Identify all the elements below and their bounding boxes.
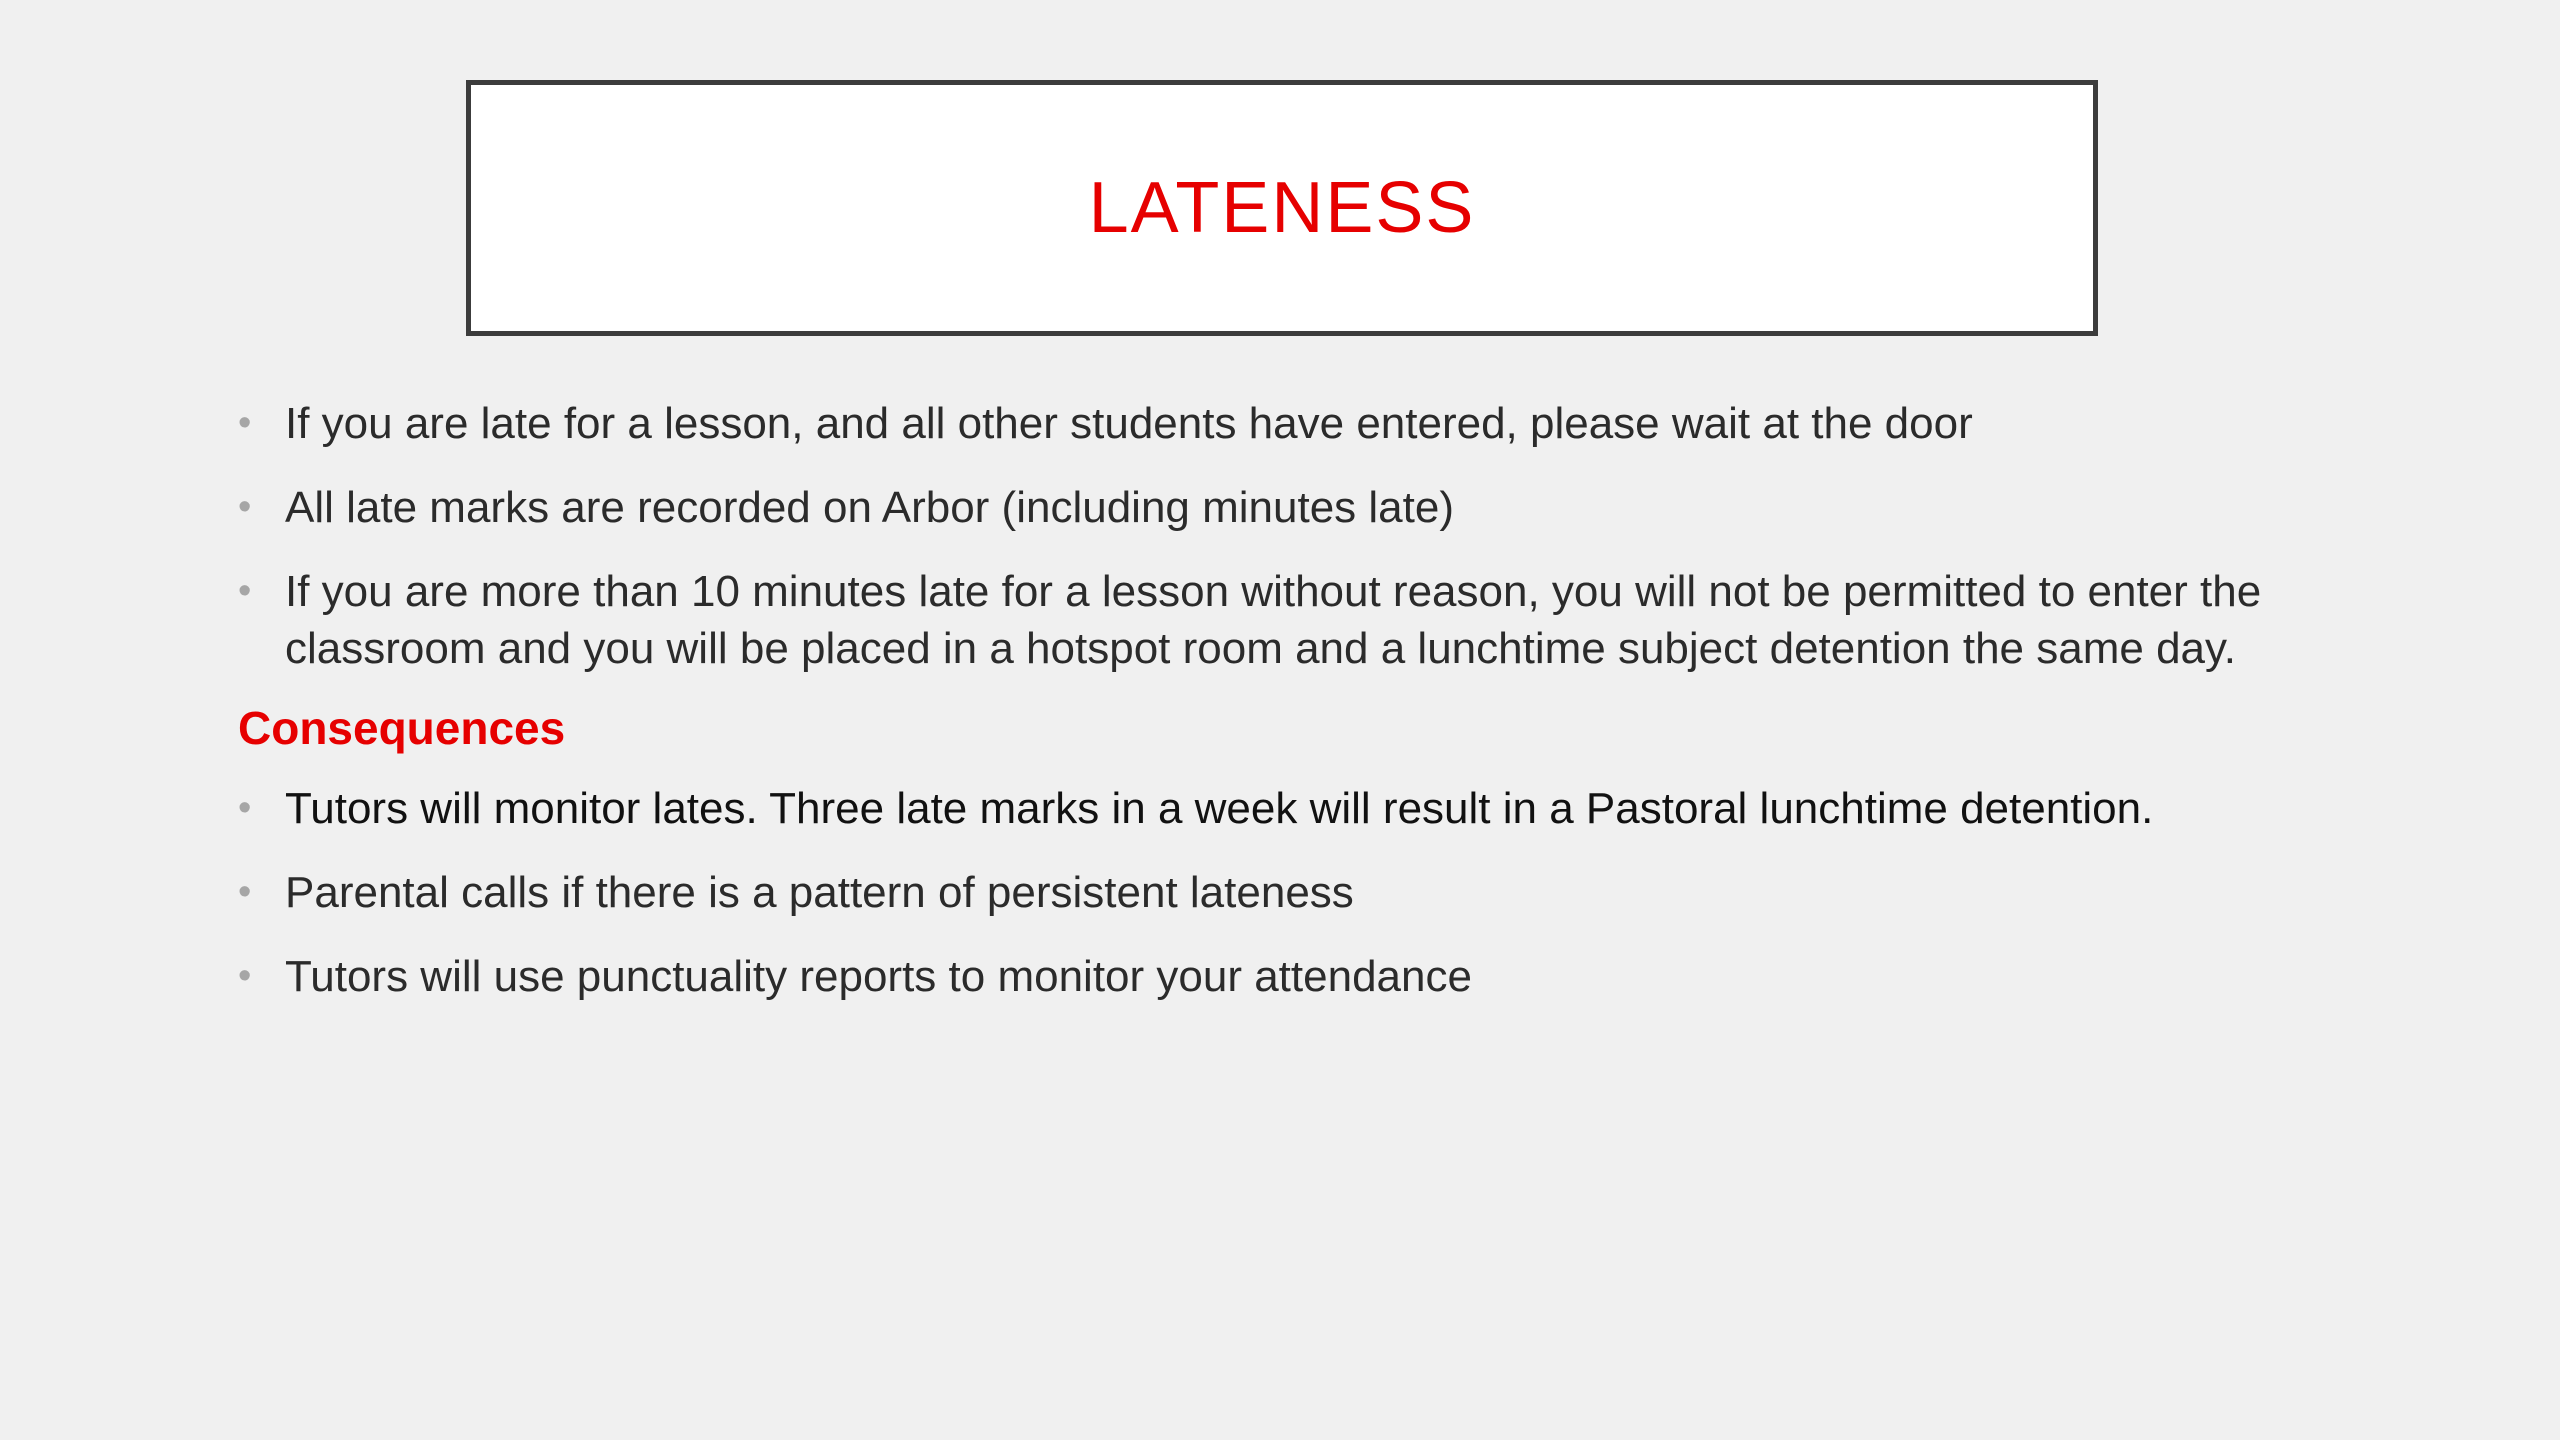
list-item (238, 780, 2338, 837)
top-bullet-list (238, 395, 2338, 677)
title-box (466, 80, 2098, 336)
consequences-bullet-list (238, 780, 2338, 1005)
bullet-icon: • (238, 955, 252, 997)
bullet-icon: • (238, 787, 252, 829)
bullet-text: Tutors will use punctuality reports to monitor your attendance (285, 952, 1472, 1001)
slide-content (238, 395, 2338, 1032)
list-item (238, 948, 2338, 1005)
list-item (238, 864, 2338, 921)
slide-title: LATENESS (1088, 168, 1476, 248)
list-item (238, 479, 2338, 536)
consequences-heading: Consequences (238, 702, 566, 754)
bullet-text: If you are late for a lesson, and all other students have entered, please wait at the door (285, 399, 1973, 448)
bullet-icon: • (238, 486, 252, 528)
bullet-icon: • (238, 402, 252, 444)
bullet-icon: • (238, 871, 252, 913)
bullet-text: Parental calls if there is a pattern of persistent lateness (285, 868, 1354, 917)
list-item (238, 563, 2338, 677)
bullet-icon: • (238, 570, 252, 612)
list-item (238, 395, 2338, 452)
bullet-text: Tutors will monitor lates. Three late marks in a week will result in a Pastoral lunchtime detention. (285, 784, 2154, 833)
bullet-text: If you are more than 10 minutes late for a lesson without reason, you will not be permitted to enter the classroom and you will be placed in a hotspot room and a lunchtime subject detention the same day. (285, 567, 2262, 673)
bullet-text: All late marks are recorded on Arbor (including minutes late) (285, 483, 1454, 532)
